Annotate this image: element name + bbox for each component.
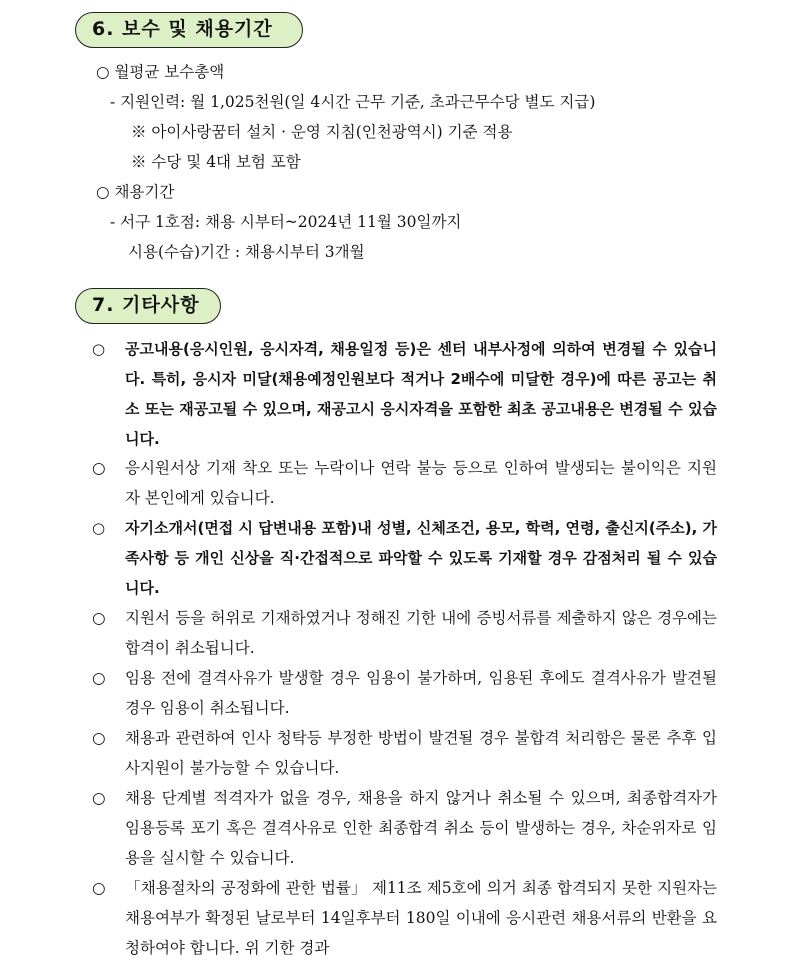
list-item — [92, 723, 717, 783]
list-item — [92, 603, 717, 663]
list-item-text: 지원서 등을 허위로 기재하였거나 정해진 기한 내에 증빙서류를 제출하지 않은 경우에는 합격이 취소됩니다. — [125, 609, 717, 657]
period-detail: - 서구 1호점: 채용 시부터~2024년 11월 30일까지 — [110, 213, 462, 231]
list-item-text: 응시원서상 기재 착오 또는 누락이나 연락 불능 등으로 인하여 발생되는 불이익은 지원자 본인에게 있습니다. — [125, 459, 717, 507]
list-item-text: 채용 단계별 적격자가 없을 경우, 채용을 하지 않거나 취소될 수 있으며, 최종합격자가 임용등록 포기 혹은 결격사유로 인한 최종합격 취소 등이 발생하는 경우, 차순위자로 임용을 실시할 수 있습니다. — [125, 789, 717, 867]
list-item-text: 자기소개서(면접 시 답변내용 포함)내 성별, 신체조건, 용모, 학력, 연령, 출신지(주소), 가족사항 등 개인 신상을 직·간접적으로 파악할 수 있도록 기재할 경우 감점처리 될 수 있습니다. — [125, 519, 718, 597]
period-title: ○ 채용기간 — [96, 183, 175, 201]
pay-title: ○ 월평균 보수총액 — [96, 63, 225, 81]
bullet-circle: ○ — [92, 459, 106, 477]
list-item — [92, 873, 717, 963]
bullet-circle: ○ — [92, 789, 106, 807]
bullet-circle: ○ — [92, 519, 106, 537]
list-item — [92, 453, 717, 513]
list-item-text: 「채용절차의 공정화에 관한 법률」 제11조 제5호에 의거 최종 합격되지 못한 지원자는 채용여부가 확정된 날로부터 14일후부터 180일 이내에 응시관련 채용서류의 반환을 요청하여야 합니다. 위 기한 경과 — [125, 879, 717, 957]
bullet-circle: ○ — [92, 609, 106, 627]
list-item — [92, 663, 717, 723]
pay-note-guideline: ※ 아이사랑꿈터 설치 · 운영 지침(인천광역시) 기준 적용 — [131, 123, 513, 141]
pay-detail: - 지원인력: 월 1,025천원(일 4시간 근무 기준, 초과근무수당 별도 지급) — [110, 93, 596, 111]
section-6-heading: 6. 보수 및 채용기간 — [75, 12, 303, 48]
list-item-text: 채용과 관련하여 인사 청탁등 부정한 방법이 발견될 경우 불합격 처리함은 물론 추후 입사지원이 불가능할 수 있습니다. — [125, 729, 717, 777]
list-item — [92, 334, 717, 454]
list-item — [92, 783, 717, 873]
bullet-circle: ○ — [92, 340, 106, 358]
pay-note-insurance: ※ 수당 및 4대 보험 포함 — [131, 153, 301, 171]
section-7-heading: 7. 기타사항 — [75, 288, 221, 324]
bullet-circle: ○ — [92, 669, 106, 687]
list-item-text: 공고내용(응시인원, 응시자격, 채용일정 등)은 센터 내부사정에 의하여 변경될 수 있습니다. 특히, 응시자 미달(채용예정인원보다 적거나 2배수에 미달한 경우)에 따른 공고는 취소 또는 재공고될 수 있으며, 재공고시 응시자격을 포함한 최초 공고내용은 변경될 수 있습니다. — [125, 340, 717, 448]
probation-period: 시용(수습)기간 : 채용시부터 3개월 — [128, 243, 365, 261]
bullet-circle: ○ — [92, 879, 106, 897]
list-item — [92, 513, 717, 603]
bullet-circle: ○ — [92, 729, 106, 747]
list-item-text: 임용 전에 결격사유가 발생할 경우 임용이 불가하며, 임용된 후에도 결격사유가 발견될 경우 임용이 취소됩니다. — [125, 669, 717, 717]
